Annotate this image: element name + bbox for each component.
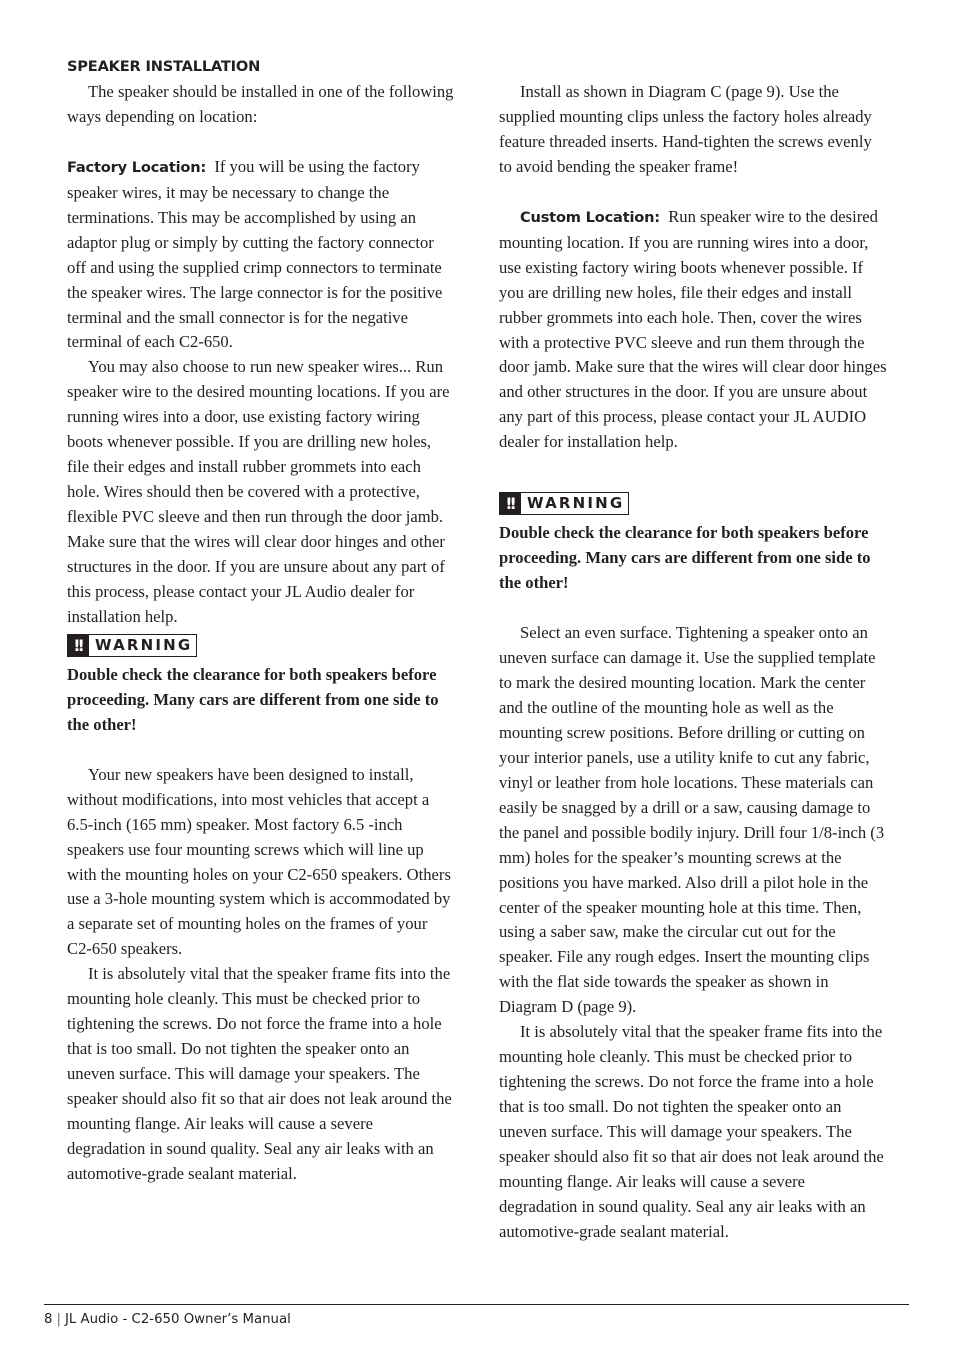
factory-location-paragraph <box>67 155 455 356</box>
designed-paragraph: Your new speakers have been designed to install, without modifications, into most vehicles that accept a 6.5-inch (165 mm) speaker. Most factory 6.5 -inch speakers use four mounting screws which will line up with the mounting holes on your C2-650 speakers. Others use a 3-hole mounting system which is accommodated by a separate set of mounting holes on the frames of your C2-650 speakers. <box>67 764 451 959</box>
factory-location-lead: Factory Location: <box>67 158 207 176</box>
warning-icon: !! <box>68 635 89 656</box>
custom-location-paragraph <box>499 205 887 456</box>
warning-text: Double check the clearance for both speakers before proceeding. Many cars are different from one side to the other! <box>67 664 439 734</box>
vital-paragraph: It is absolutely vital that the speaker frame fits into the mounting hole cleanly. This must be checked prior to tightening the screws. Do not force the frame into a hole that is too small. Do not tighten the speaker onto an uneven surface. This will damage your speakers. The speaker should also fit so that air does not leak around the mounting flange. Air leaks will cause a severe degradation in sound quality. Seal any air leaks with an automotive-grade sealant material. <box>499 1022 884 1241</box>
custom-location-text: Run speaker wire to the desired mounting location. If you are running wires into a door, use existing factory wiring boots whenever possible. If you are drilling new holes, file their edges and install rubber grommets into each hole. Then, cover the wires with a protective PVC sleeve and run them through the door jamb. Make sure that the wires will clear door hinges and other structures in the door. If you are unsure about any part of this process, please contact your JL AUDIO dealer for installation help. <box>499 206 887 452</box>
footer-title: JL Audio - C2-650 Owner’s Manual <box>64 1312 291 1327</box>
run-wires-paragraph: You may also choose to run new speaker wires... Run speaker wire to the desired mounting locations. If you are running wires into a door, use existing factory wiring boots whenever possible. If you are drilling new holes, file their edges and install rubber grommets into each hole. Wires should then be covered with a protective, flexible PVC sleeve and then run through the door jamb. Make sure that the wires will clear door hinges and other structures in the door. If you are unsure about any part of this process, please contact your JL Audio dealer for installation help. <box>67 357 450 626</box>
custom-location-lead: Custom Location: <box>520 208 660 226</box>
factory-location-text: If you will be using the factory speaker wires, it may be necessary to change the terminations. This may be accomplished by using an adaptor plug or simply by cutting the factory connector off and using the supplied crimp connectors to terminate the speaker wires. The large connector is for the positive terminal and the small connector is for the negative terminal of each C2-650. <box>67 156 443 352</box>
warning-icon: !! <box>500 493 521 514</box>
install-paragraph: Install as shown in Diagram C (page 9). Use the supplied mounting clips unless the factory holes already feature threaded inserts. Hand-tighten the screws evenly to avoid bending the speaker frame! <box>499 82 872 176</box>
warning-badge <box>499 492 629 515</box>
left-column <box>67 55 455 1187</box>
page-number: 8 <box>44 1312 53 1327</box>
warning-label: WARNING <box>527 494 625 513</box>
right-column <box>499 80 887 1245</box>
section-heading: SPEAKER INSTALLATION <box>67 58 261 75</box>
warning-label: WARNING <box>95 635 193 654</box>
intro-paragraph: The speaker should be installed in one of the following ways depending on location: <box>67 81 454 126</box>
vital-paragraph: It is absolutely vital that the speaker frame fits into the mounting hole cleanly. This must be checked prior to tightening the screws. Do not force the frame into a hole that is too small. Do not tighten the speaker onto an uneven surface. This will damage your speakers. The speaker should also fit so that air does not leak around the mounting flange. Air leaks will cause a severe degradation in sound quality. Seal any air leaks with an automotive-grade sealant material. <box>67 964 452 1183</box>
warning-badge <box>67 634 197 657</box>
page-footer <box>44 1310 291 1330</box>
warning-text: Double check the clearance for both speakers before proceeding. Many cars are different from one side to the other! <box>499 523 871 593</box>
footer-rule <box>44 1304 909 1305</box>
surface-paragraph: Select an even surface. Tightening a speaker onto an uneven surface can damage it. Use the supplied template to mark the desired mounting location. Mark the center and the outline of the mounting hole as well as the mounting screw positions. Before drilling or cutting on your interior panels, use a utility knife to cut any fabric, vinyl or leather from hole locations. These materials can easily be snagged by a drill or a saw, causing damage to the panel and possible bodily injury. Drill four 1/8-inch (3 mm) holes for the speaker’s mounting screws at the positions you have marked. Also drill a pilot hole in the center of the speaker mounting hole at this time. Then, using a saber saw, make the circular cut out for the speaker. File any rough edges. Insert the mounting clips with the flat side towards the speaker as shown in Diagram D (page 9). <box>499 623 885 1017</box>
footer-separator: | <box>56 1312 61 1327</box>
